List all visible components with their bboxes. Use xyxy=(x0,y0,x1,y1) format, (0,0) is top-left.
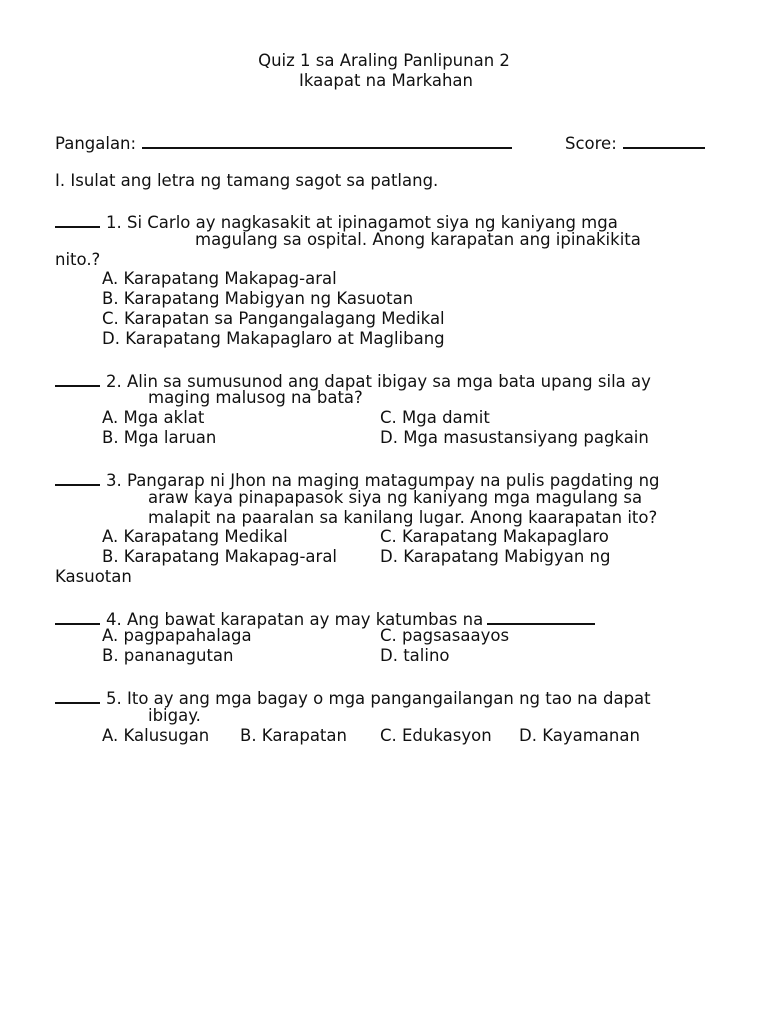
choice-2c: C. Mga damit xyxy=(380,408,490,427)
question-1-line-2: magulang sa ospital. Anong karapatan ang ipinakikita xyxy=(195,230,641,249)
score-blank[interactable] xyxy=(623,131,705,149)
choice-5a: A. Kalusugan xyxy=(102,726,210,745)
question-1-line-3: nito.? xyxy=(55,250,101,269)
question-5-line-2: ibigay. xyxy=(148,706,201,725)
quiz-title: Quiz 1 sa Araling Panlipunan 2 xyxy=(258,51,510,70)
answer-blank-3[interactable] xyxy=(55,468,100,486)
choice-3c: C. Karapatang Makapaglaro xyxy=(380,527,609,546)
question-3-line-1: 3. Pangarap ni Jhon na maging matagumpay na pulis pagdating ng xyxy=(106,471,660,490)
question-3-line-3: malapit na paaralan sa kanilang lugar. Anong kaarapatan ito? xyxy=(148,508,658,527)
choice-1b: B. Karapatang Mabigyan ng Kasuotan xyxy=(102,289,414,308)
choice-4c: C. pagsasaayos xyxy=(380,626,510,645)
choice-2d: D. Mga masustansiyang pagkain xyxy=(380,428,649,447)
choice-5d: D. Kayamanan xyxy=(519,726,640,745)
answer-blank-5[interactable] xyxy=(55,686,100,704)
choice-1c: C. Karapatan sa Pangangalagang Medikal xyxy=(102,309,445,328)
choice-2b: B. Mga laruan xyxy=(102,428,217,447)
score-field xyxy=(565,131,705,154)
name-field xyxy=(55,131,512,154)
choice-3a: A. Karapatang Medikal xyxy=(102,527,288,546)
choice-4b: B. pananagutan xyxy=(102,646,234,665)
choice-5c: C. Edukasyon xyxy=(380,726,492,745)
choice-2a: A. Mga aklat xyxy=(102,408,205,427)
quiz-header xyxy=(0,51,768,91)
choice-3d: D. Karapatang Mabigyan ng xyxy=(380,547,611,566)
question-5-line-1: 5. Ito ay ang mga bagay o mga pangangailangan ng tao na dapat xyxy=(106,689,651,708)
question-4-line-1: 4. Ang bawat karapatan ay may katumbas na xyxy=(106,610,484,629)
choice-4a: A. pagpapahalaga xyxy=(102,626,252,645)
choice-1d: D. Karapatang Makapaglaro at Maglibang xyxy=(102,329,445,348)
choice-3b: B. Karapatang Makapag-aral xyxy=(102,547,338,566)
choice-1a: A. Karapatang Makapag-aral xyxy=(102,269,337,288)
question-3-line-2: araw kaya pinapapasok siya ng kaniyang mga magulang sa xyxy=(148,488,643,507)
question-2-line-1: 2. Alin sa sumusunod ang dapat ibigay sa mga bata upang sila ay xyxy=(106,372,651,391)
choice-3d-continued: Kasuotan xyxy=(55,567,132,586)
answer-blank-4[interactable] xyxy=(55,607,100,625)
question-5 xyxy=(55,686,651,709)
choice-5b: B. Karapatan xyxy=(240,726,347,745)
name-label: Pangalan: xyxy=(55,134,137,153)
answer-blank-2[interactable] xyxy=(55,369,100,387)
answer-blank-1[interactable] xyxy=(55,210,100,228)
quiz-subtitle: Ikaapat na Markahan xyxy=(299,71,473,90)
choice-4d: D. talino xyxy=(380,646,450,665)
question-1-line-1: 1. Si Carlo ay nagkasakit at ipinagamot siya ng kaniyang mga xyxy=(106,213,618,232)
question-2-line-2: maging malusog na bata? xyxy=(148,388,363,407)
score-label: Score: xyxy=(565,134,617,153)
name-blank[interactable] xyxy=(142,131,512,149)
question-4-fill-blank[interactable] xyxy=(487,607,595,625)
instruction-text: I. Isulat ang letra ng tamang sagot sa patlang. xyxy=(55,171,439,190)
